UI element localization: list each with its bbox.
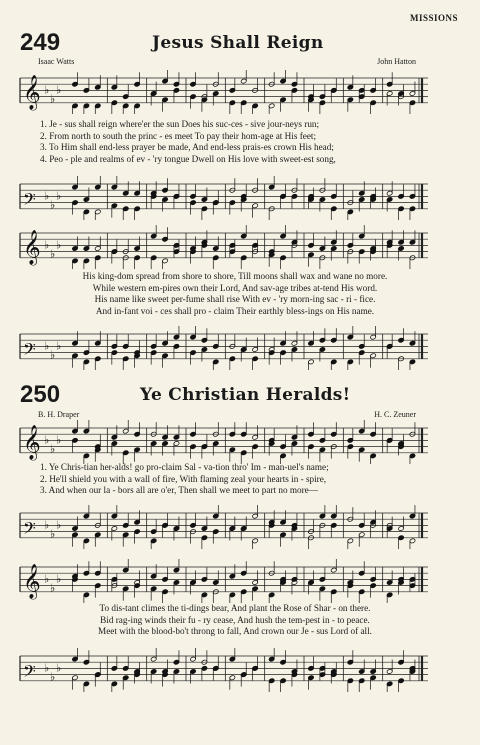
- music-credit-250: H. C. Zeuner: [374, 410, 416, 419]
- flat-icon: ♭: [50, 442, 56, 456]
- lyric-line: 4. Peo - ple and realms of ev - 'ry tongue Dwell on His love with sweet-est song,: [40, 153, 336, 164]
- lyrics-249-bottom: [40, 271, 430, 317]
- lyric-line: And in-fant voi - ces shall pro - claim Their earthly bless-ings on His name.: [95, 305, 375, 316]
- treble-clef-icon: 𝄞: [23, 563, 41, 599]
- flat-icon: ♭: [50, 348, 56, 362]
- lyric-line: 1. Ye Chris-tian her-alds! go pro-claim Sal - va-tion thro' Im - man-uel's name;: [40, 462, 329, 472]
- flat-icon: ♭: [44, 572, 50, 586]
- flat-icon: ♭: [56, 83, 62, 97]
- flat-icon: ♭: [56, 572, 62, 586]
- staff-treble-249-1: [18, 70, 430, 114]
- words-credit-249: Isaac Watts: [38, 57, 75, 66]
- flat-icon: ♭: [50, 581, 56, 595]
- flat-icon: ♭: [44, 433, 50, 447]
- staff-treble-250-2: [18, 559, 430, 603]
- treble-clef-icon: 𝄞: [23, 424, 41, 460]
- hymn-number-249: 249: [20, 29, 61, 56]
- staff-treble-249-2: [18, 225, 430, 269]
- lyric-line: Bid rag-ing winds their fu - ry cease, And hush the tem-pest in - to peace.: [100, 614, 370, 625]
- lyric-line: 1. Je - sus shall reign where'er the sun Does his suc-ces - sive jour-neys run;: [40, 119, 320, 129]
- hymn-title-250: Ye Christian Heralds!: [140, 385, 351, 405]
- flat-icon: ♭: [44, 83, 50, 97]
- bass-clef-icon: 𝄢: [23, 188, 36, 213]
- hymn-number-250: 250: [20, 381, 61, 408]
- flat-icon: ♭: [50, 198, 56, 212]
- flat-icon: ♭: [56, 339, 62, 353]
- lyrics-250-bottom: [40, 603, 430, 638]
- flat-icon: ♭: [50, 92, 56, 106]
- staff-bass-250-2: [18, 648, 430, 692]
- lyric-line: To dis-tant climes the ti-dings bear, And plant the Rose of Shar - on there.: [99, 603, 371, 613]
- flat-icon: ♭: [56, 238, 62, 252]
- music-credit-249: John Hatton: [377, 57, 416, 66]
- flat-icon: ♭: [44, 189, 50, 203]
- bass-clef-icon: 𝄢: [23, 338, 36, 363]
- words-credit-250: B. H. Draper: [38, 410, 80, 419]
- flat-icon: ♭: [44, 661, 50, 675]
- lyric-line: 3. And when our la - bors all are o'er, Then shall we meet to part no more—: [40, 485, 318, 496]
- staff-bass-249-1: [18, 176, 430, 220]
- flat-icon: ♭: [44, 518, 50, 532]
- flat-icon: ♭: [50, 670, 56, 684]
- hymn-title-249: Jesus Shall Reign: [152, 33, 324, 53]
- lyric-line: 3. To Him shall end-less prayer be made, And end-less prais-es crown His head;: [40, 142, 334, 153]
- lyric-line: 2. From north to south the princ - es meet To pay their hom-age at His feet;: [40, 130, 317, 141]
- section-label: MISSIONS: [409, 13, 458, 23]
- staff-treble-250-1: [18, 420, 430, 464]
- lyric-line: His king-dom spread from shore to shore, Till moons shall wax and wane no more.: [82, 271, 388, 281]
- bass-clef-icon: 𝄢: [23, 660, 36, 685]
- staff-bass-249-2: [18, 326, 430, 370]
- flat-icon: ♭: [50, 247, 56, 261]
- flat-icon: ♭: [56, 189, 62, 203]
- lyrics-249-top: [40, 119, 430, 165]
- flat-icon: ♭: [56, 661, 62, 675]
- flat-icon: ♭: [56, 433, 62, 447]
- staff-bass-250-1: [18, 505, 430, 549]
- lyric-line: His name like sweet per-fume shall rise With ev - 'ry morn-ing sac - ri - fice.: [94, 294, 376, 305]
- lyric-line: While western em-pires own their Lord, And sav-age tribes at-tend His word.: [92, 282, 378, 293]
- flat-icon: ♭: [44, 238, 50, 252]
- lyric-line: 2. He'll shield you with a wall of fire, With flaming zeal your hearts in - spire,: [40, 473, 327, 484]
- bass-clef-icon: 𝄢: [23, 517, 36, 542]
- flat-icon: ♭: [44, 339, 50, 353]
- lyric-line: Meet with the blood-bo't throng to fall, And crown our Je - sus Lord of all.: [98, 626, 372, 637]
- treble-clef-icon: 𝄞: [23, 229, 41, 265]
- treble-clef-icon: 𝄞: [23, 74, 41, 110]
- lyrics-250-top: [40, 462, 430, 497]
- flat-icon: ♭: [56, 518, 62, 532]
- flat-icon: ♭: [50, 527, 56, 541]
